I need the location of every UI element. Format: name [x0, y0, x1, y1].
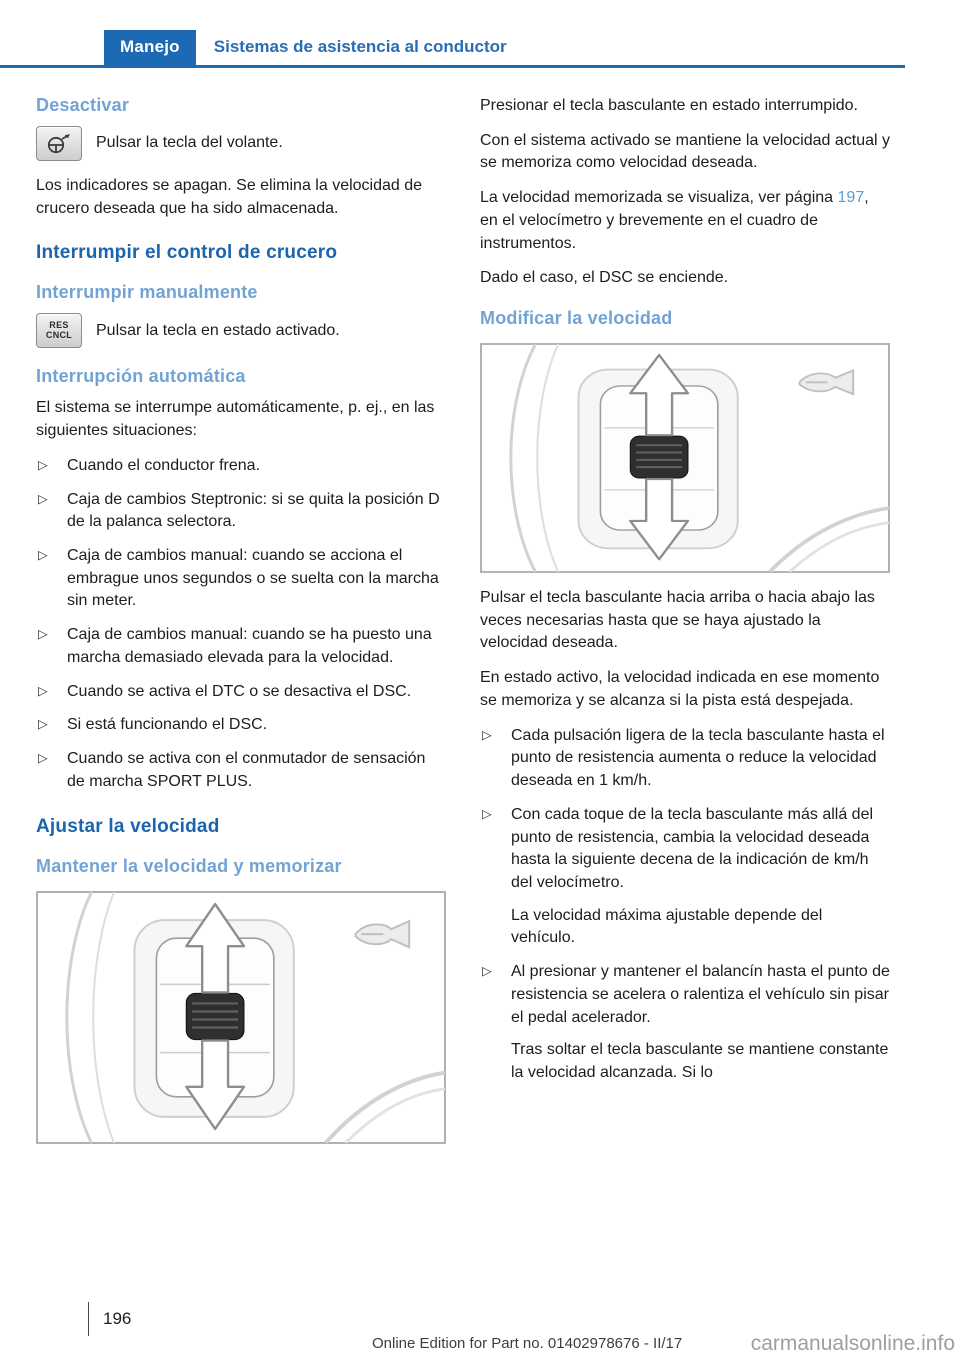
list-item [480, 961, 890, 1085]
list-item [36, 489, 446, 534]
memorized-text-before: La velocidad memorizada se visualiza, ver página [480, 189, 838, 207]
paragraph-deactivate: Los indicadores se apagan. Se elimina la velocidad de crucero deseada que ha sido almacenada. [36, 177, 423, 217]
list-item-text: Cuando el conductor frena. [67, 456, 261, 474]
list-item-text: Caja de cambios manual: cuando se ha puesto una marcha demasiado elevada para la velocidad. [67, 626, 432, 666]
interrupt-instruction [36, 313, 446, 348]
modify-speed-list [480, 725, 890, 1085]
res-cncl-button-icon [36, 313, 82, 348]
list-item [36, 545, 446, 613]
watermark: carmanualsonline.info [750, 1332, 955, 1355]
cncl-label: CNCL [45, 329, 73, 340]
edition-note: Online Edition for Part no. 01402978676 - II/17 [372, 1335, 683, 1352]
list-item [480, 725, 890, 793]
steering-wheel-illustration [481, 344, 889, 572]
heading-ajustar-velocidad: Ajustar la velocidad [36, 815, 220, 837]
heading-interrumpir-control: Interrumpir el control de crucero [36, 242, 338, 264]
paragraph-dsc: Dado el caso, el DSC se enciende. [480, 269, 729, 287]
list-item-text: Caja de cambios manual: cuando se acciona el embrague unos segundos o se suelta con la marcha sin meter. [67, 547, 439, 610]
auto-interrupt-list [36, 455, 446, 794]
paragraph-resume: Presionar el tecla basculante en estado interrumpido. [480, 97, 858, 114]
instruction-text: Pulsar la tecla en estado activado. [96, 321, 340, 339]
triangle-bullet-icon: ▷ [482, 806, 492, 821]
left-column [36, 95, 446, 1158]
list-item-text: Al presionar y mantener el balancín hasta el punto de resistencia se acelera o ralentiza el vehículo sin pisar el pedal acelerador. [511, 963, 890, 1026]
page-link-197[interactable]: 197 [837, 189, 865, 207]
triangle-bullet-icon: ▷ [38, 683, 48, 698]
list-item-text: Caja de cambios Steptronic: si se quita la posición D de la palanca selectora. [67, 490, 440, 531]
chapter-tab: Manejo [104, 30, 196, 65]
heading-interrumpir-manualmente: Interrumpir manualmente [36, 282, 258, 303]
paragraph-memorized [480, 187, 890, 255]
list-item-text: Cuando se activa con el conmutador de sensación de marcha SPORT PLUS. [67, 750, 426, 790]
list-item [480, 804, 890, 950]
list-item-text: Con cada toque de la tecla basculante más allá del punto de resistencia, cambia la velocidad deseada hasta la siguiente decena de la indicación de km/h del velocímetro. [511, 805, 874, 891]
deactivate-instruction [36, 126, 446, 161]
page-number: 196 [88, 1302, 131, 1336]
page-header [0, 30, 905, 68]
heading-interrupcion-automatica: Interrupción automática [36, 366, 246, 387]
heading-modificar-velocidad: Modificar la velocidad [480, 308, 673, 329]
paragraph-auto-intro: El sistema se interrumpe automáticamente, p. ej., en las siguientes situaciones: [36, 399, 435, 440]
triangle-bullet-icon: ▷ [482, 727, 492, 742]
instruction-text: Pulsar la tecla del volante. [96, 134, 283, 152]
list-item [36, 455, 446, 478]
paragraph-modify-active: En estado activo, la velocidad indicada en ese momento se memoriza y se alcanza si la pista está despejada. [480, 669, 880, 709]
paragraph-rocker: Pulsar el tecla basculante hacia arriba o hacia abajo las veces necesarias hasta que se haya ajustado la velocidad deseada. [480, 589, 875, 652]
triangle-bullet-icon: ▷ [38, 717, 48, 732]
heading-mantener-velocidad: Mantener la velocidad y memorizar [36, 855, 342, 876]
triangle-bullet-icon: ▷ [38, 751, 48, 766]
right-column [480, 95, 890, 1158]
triangle-bullet-icon: ▷ [482, 964, 492, 979]
triangle-bullet-icon: ▷ [38, 491, 48, 506]
triangle-bullet-icon: ▷ [38, 548, 48, 563]
heading-desactivar: Desactivar [36, 95, 130, 115]
steering-wheel-illustration [37, 892, 445, 1143]
res-label: RES [49, 320, 69, 331]
list-item-text: Si está funcionando el DSC. [67, 716, 268, 734]
steering-wheel-button-icon [36, 126, 82, 161]
list-item [36, 681, 446, 704]
list-item-text: Cuando se activa el DTC o se desactiva el DSC. [67, 682, 412, 700]
section-title: Sistemas de asistencia al conductor [213, 37, 507, 56]
steering-wheel-control-image [480, 343, 890, 573]
list-item-note: La velocidad máxima ajustable depende del vehículo. [511, 906, 823, 947]
content-columns [36, 95, 890, 1158]
steering-wheel-control-image [36, 891, 446, 1144]
list-item [36, 748, 446, 793]
list-item-text: Cada pulsación ligera de la tecla basculante hasta el punto de resistencia aumenta o reduce la velocidad deseada en 1 km/h. [511, 726, 885, 790]
list-item [36, 714, 446, 737]
memorized-text-after: , en el velocímetro y brevemente en el cuadro de instrumentos. [480, 189, 869, 252]
list-item [36, 624, 446, 669]
paragraph-active: Con el sistema activado se mantiene la velocidad actual y se memoriza como velocidad deseada. [480, 131, 890, 172]
triangle-bullet-icon: ▷ [38, 627, 48, 642]
list-item-note: Tras soltar el tecla basculante se mantiene constante la velocidad alcanzada. Si lo [511, 1041, 889, 1081]
steering-wheel-glyph [46, 133, 72, 155]
triangle-bullet-icon: ▷ [38, 457, 48, 472]
